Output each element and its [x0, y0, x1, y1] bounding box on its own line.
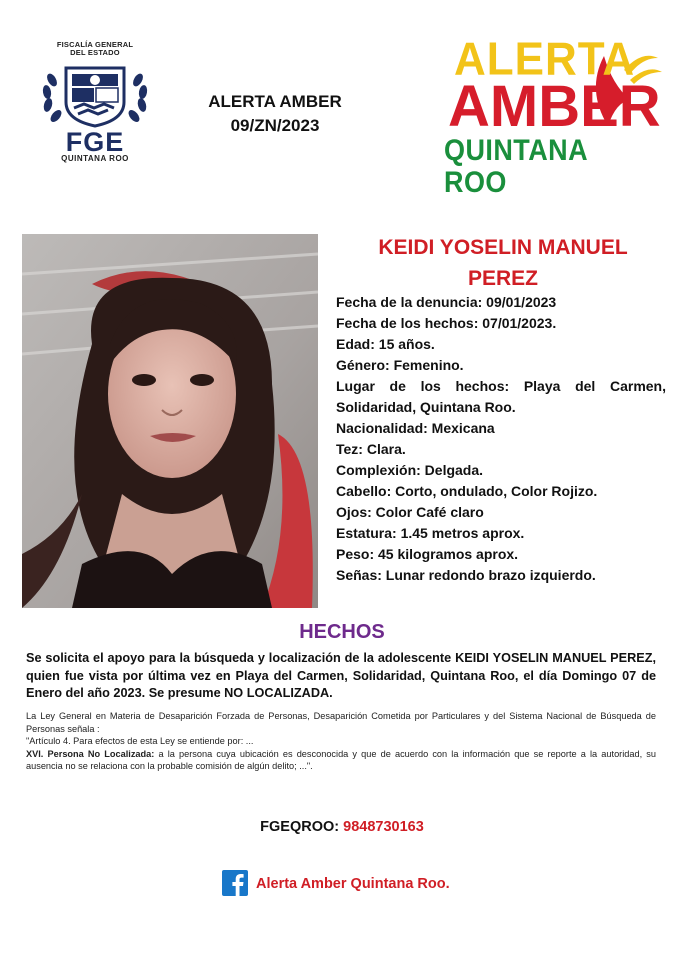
hechos-heading: HECHOS [299, 621, 385, 643]
alert-header [180, 90, 370, 138]
detail-cabello: Cabello: Corto, ondulado, Color Rojizo. [336, 483, 598, 499]
legal-intro: La Ley General en Materia de Desaparición Forzada de Personas, Desaparición Cometida por Particulares y del Sistema Nacional de Búsqueda de Personas señala : [26, 711, 656, 734]
fge-logo-top-line2: DEL ESTADO [70, 48, 120, 57]
hechos-paragraph: Se solicita el apoyo para la búsqueda y localización de la adolescente KEIDI YOSELIN MANUEL PEREZ, quien fue vista por última vez en Playa del Carmen, Solidaridad, Quintana Roo, el día Domingo 07 de Enero del año 2023. Se presume NO LOCALIZADA. [26, 651, 656, 700]
fge-logo [34, 38, 156, 166]
fge-logo-acronym: FGE [65, 127, 125, 157]
amber-logo-amber: AMBER [448, 74, 661, 139]
fge-logo-state: QUINTANA ROO [61, 154, 129, 163]
alerta-amber-logo [438, 33, 664, 199]
detail-senas: Señas: Lunar redondo brazo izquierdo. [336, 567, 596, 583]
legal-definition-text: a la persona cuya ubicación es desconocida y que de acuerdo con la información que se reporte a la autoridad, su ausencia no se relaciona con la probable comisión de algún delito; ...". [26, 748, 656, 772]
detail-fecha-denuncia: Fecha de la denuncia: 09/01/2023 [336, 294, 557, 310]
portrait-image [22, 234, 318, 608]
detail-edad: Edad: 15 años. [336, 336, 435, 352]
detail-fecha-hechos: Fecha de los hechos: 07/01/2023. [336, 315, 557, 331]
detail-estatura: Estatura: 1.45 metros aprox. [336, 525, 525, 541]
detail-complexion: Complexión: Delgada. [336, 462, 484, 478]
alert-code: 09/ZN/2023 [230, 116, 320, 135]
detail-tez: Tez: Clara. [336, 441, 406, 457]
fge-logo-top-line1: FISCALÍA GENERAL [56, 40, 134, 49]
name-line2: PEREZ [467, 267, 538, 290]
missing-person-photo [22, 234, 318, 608]
amber-logo-quintana-roo: QUINTANA ROO [444, 134, 588, 199]
name-line1: KEIDI YOSELIN MANUEL [378, 236, 628, 259]
facebook-icon [222, 870, 248, 896]
legal-definition-term: XVI. Persona No Localizada: [26, 748, 155, 759]
alert-title: ALERTA AMBER [208, 92, 342, 111]
legal-article: "Artículo 4. Para efectos de esta Ley se entiende por: ... [26, 736, 254, 747]
contact-line [0, 819, 684, 835]
detail-peso: Peso: 45 kilogramos aprox. [336, 546, 519, 562]
contact-phone[interactable]: 9848730163 [343, 819, 424, 835]
legal-notice [26, 710, 656, 773]
detail-lugar: Lugar de los hechos: Playa del Carmen, Solidaridad, Quintana Roo. [336, 378, 666, 415]
contact-label: FGEQROO: [260, 819, 344, 835]
legal-definition [26, 748, 656, 773]
person-details [336, 292, 666, 586]
missing-person-name [334, 232, 672, 294]
facebook-page-label[interactable]: Alerta Amber Quintana Roo. [256, 876, 450, 892]
amber-logo-alerta: ALERTA [454, 33, 636, 86]
detail-nacionalidad: Nacionalidad: Mexicana [336, 420, 495, 436]
detail-ojos: Ojos: Color Café claro [336, 504, 484, 520]
detail-genero: Género: Femenino. [336, 357, 464, 373]
fge-seal-icon [34, 58, 156, 130]
